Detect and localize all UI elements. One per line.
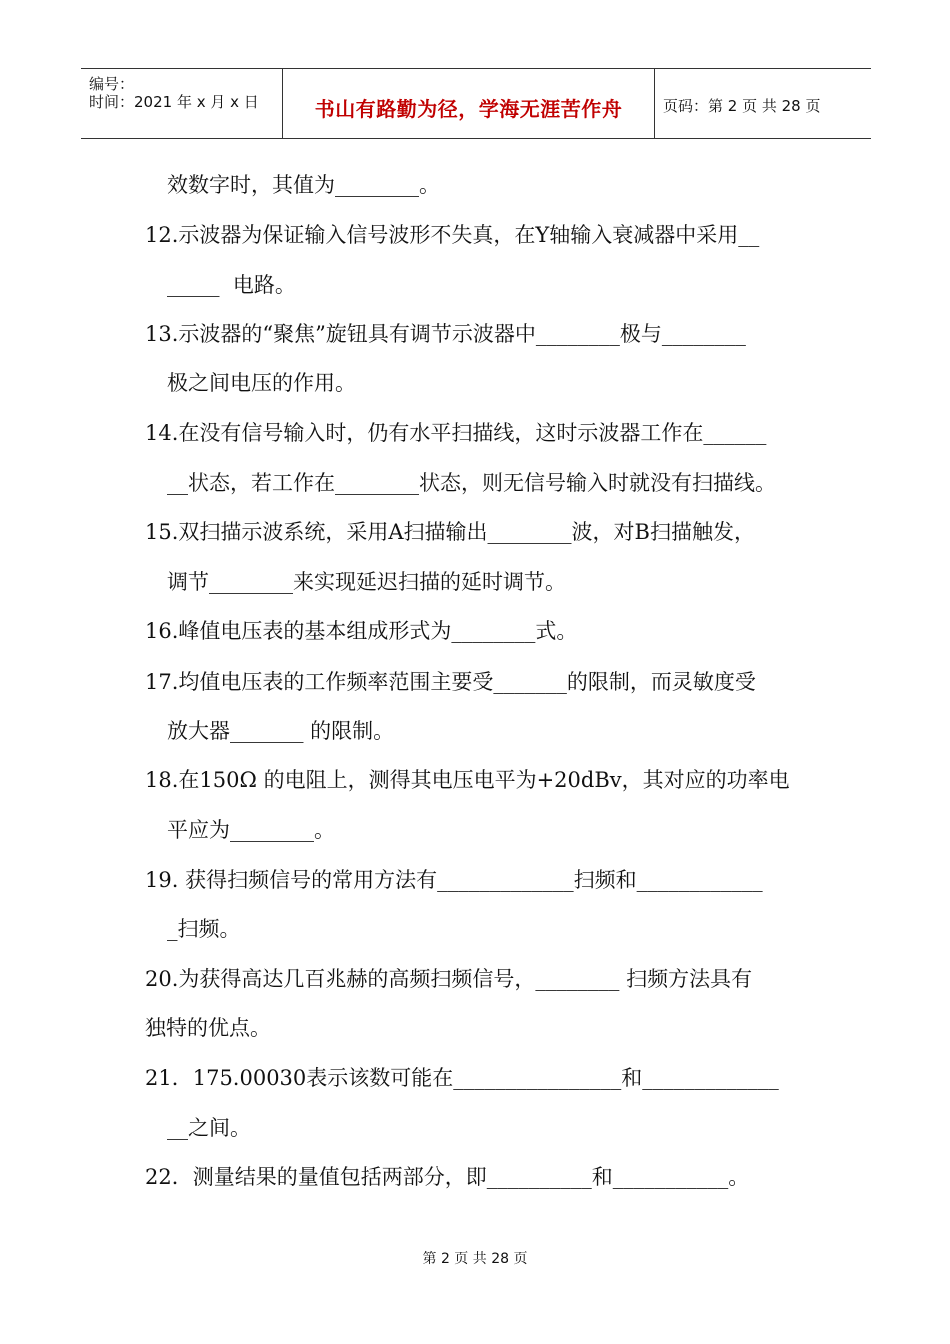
question-line: 20.为获得高达几百兆赫的高频扫频信号，________ 扫频方法具有 <box>145 967 753 991</box>
question-line: __状态，若工作在________状态，则无信号输入时就没有扫描线。 <box>167 471 776 495</box>
question-line: 12.示波器为保证输入信号波形不失真，在Y轴输入衰减器中采用__ <box>145 223 760 247</box>
question-line: 15.双扫描示波系统，采用A扫描输出________波，对B扫描触发， <box>145 520 755 544</box>
question-line: __之间。 <box>167 1116 251 1140</box>
question-line: 16.峰值电压表的基本组成形式为________式。 <box>145 619 578 643</box>
question-line: 独特的优点。 <box>145 1016 271 1040</box>
question-line: _____ 电路。 <box>167 273 296 297</box>
question-line: _扫频。 <box>167 917 241 941</box>
page-header <box>81 68 871 139</box>
header-page-cell <box>654 69 871 138</box>
document-date: 时间：2021 年 x 月 x 日 <box>89 93 259 111</box>
question-line: 调节________来实现延迟扫描的延时调节。 <box>167 570 566 594</box>
question-line: 19. 获得扫频信号的常用方法有_____________扫频和____________ <box>145 868 763 892</box>
header-motto-cell <box>282 69 655 138</box>
question-line: 极之间电压的作用。 <box>167 371 356 395</box>
question-line: 平应为________。 <box>167 818 335 842</box>
question-line: 13.示波器的“聚焦”旋钮具有调节示波器中________极与________ <box>145 322 746 346</box>
header-meta-cell <box>81 69 282 138</box>
question-line: 放大器_______ 的限制。 <box>167 719 395 743</box>
question-line: 17.均值电压表的工作频率范围主要受_______的限制，而灵敏度受 <box>145 670 756 694</box>
page-footer: 第 2 页 共 28 页 <box>422 1251 528 1267</box>
question-line: 效数字时，其值为________。 <box>167 173 440 197</box>
question-line: 22．测量结果的量值包括两部分，即__________和___________。 <box>145 1165 750 1189</box>
question-line: 14.在没有信号输入时，仍有水平扫描线，这时示波器工作在______ <box>145 421 767 445</box>
question-line: 21．175.00030表示该数可能在________________和_____________ <box>145 1066 779 1090</box>
document-number-label: 编号： <box>89 75 135 93</box>
question-line: 18.在150Ω 的电阻上，测得其电压电平为+20dBv，其对应的功率电 <box>145 768 790 792</box>
header-page-info: 页码：第 2 页 共 28 页 <box>663 97 821 115</box>
motto-text: 书山有路勤为径，学海无涯苦作舟 <box>314 97 623 121</box>
